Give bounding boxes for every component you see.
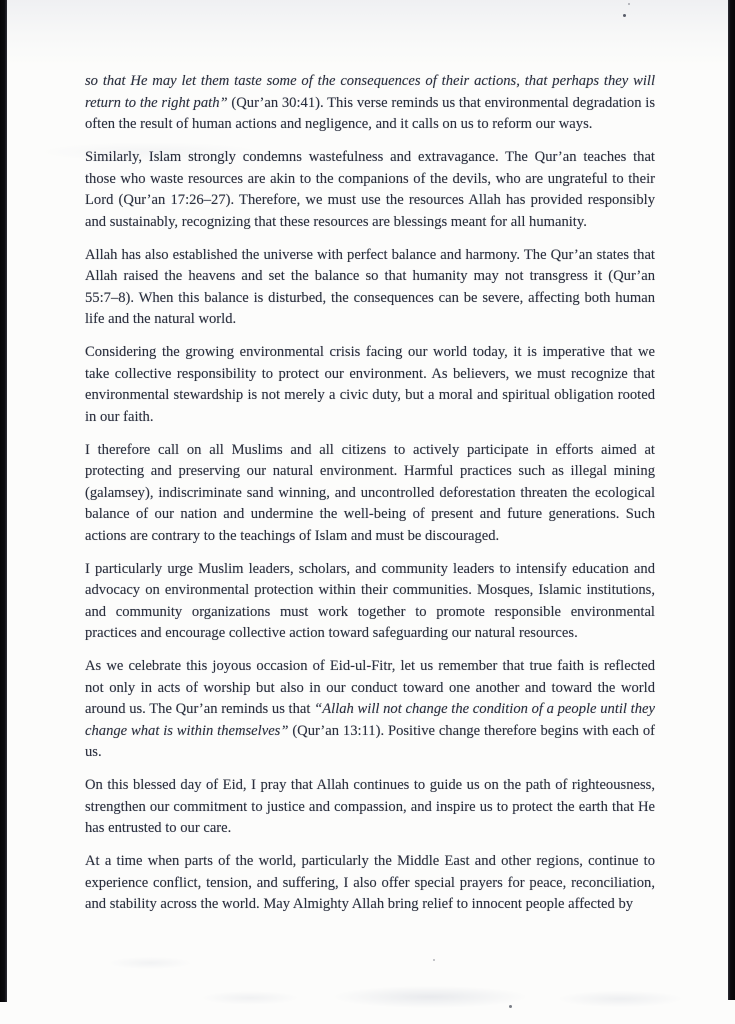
body-text: (Qur’an 30:41). This verse reminds us that environmental degradation is often the result of human actions and negligence, and it calls on us to reform our ways.	[85, 94, 656, 132]
scan-speck	[433, 959, 435, 961]
body-text: On this blessed day of Eid, I pray that Allah continues to guide us on the path of righteousness, strengthen our commitment to justice and compassion, and inspire us to protect the earth that He has entrusted to our care.	[85, 777, 655, 836]
scan-speck	[628, 3, 630, 5]
paragraph	[85, 71, 655, 136]
scanner-edge-right	[728, 0, 735, 1000]
body-text: Considering the growing environmental crisis facing our world today, it is imperative that we take collective responsibility to protect our environment. As believers, we must recognize that environmental stewardship is not merely a civic duty, but a moral and spiritual obligation rooted in our faith.	[85, 344, 655, 425]
body-text: Similarly, Islam strongly condemns wastefulness and extravagance. The Qur’an teaches that those who waste resources are akin to the companions of the devils, who are ungrateful to their Lord (Qur’an 17:26–27). Therefore, we must use the resources Allah has provided responsibly and sustainably, recognizing that these resources are blessings meant for all humanity.	[85, 149, 655, 230]
body-text: I therefore call on all Muslims and all citizens to actively participate in efforts aimed at protecting and preserving our natural environment. Harmful practices such as illegal mining (galamsey), indiscriminate sand winning, and uncontrolled deforestation threaten the ecological balance of our nation and undermine the well-being of present and future generations. Such actions are contrary to the teachings of Islam and must be discouraged.	[85, 441, 655, 544]
paragraph	[85, 342, 655, 428]
paragraph	[85, 851, 655, 916]
paragraph	[85, 147, 655, 233]
scan-speck	[623, 14, 626, 17]
quoted-verse-text: “Allah will not change the condition of a people until they change what is within themselves”	[85, 701, 655, 739]
body-text: As we celebrate this joyous occasion of Eid-ul-Fitr, let us remember that true faith is reflected not only in acts of worship but also in our conduct toward one another and toward the world around us. The Qur’an reminds us that	[85, 658, 655, 717]
scan-speck	[509, 1005, 512, 1008]
body-text: I particularly urge Muslim leaders, scholars, and community leaders to intensify education and advocacy on environmental protection within their communities. Mosques, Islamic institutions, and community organizations must work together to promote responsible environmental practices and encourage collective action toward safeguarding our natural resources.	[85, 560, 655, 641]
scanner-edge-left	[0, 0, 7, 1002]
paragraph	[85, 775, 655, 840]
paragraph	[85, 656, 655, 764]
quoted-verse-text: so that He may let them taste some of the consequences of their actions, that perhaps they will return to the right path”	[85, 73, 655, 111]
paragraph	[85, 559, 655, 645]
document-page-text	[85, 71, 655, 927]
paragraph	[85, 440, 655, 548]
body-text: Allah has also established the universe with perfect balance and harmony. The Qur’an states that Allah raised the heavens and set the balance so that humanity may not transgress it (Qur’an 55:7–8). When this balance is disturbed, the consequences can be severe, affecting both human life and the natural world.	[85, 246, 655, 327]
body-text: (Qur’an 13:11). Positive change therefore begins with each of us.	[85, 722, 655, 760]
paragraph	[85, 245, 655, 331]
body-text: At a time when parts of the world, particularly the Middle East and other regions, continue to experience conflict, tension, and suffering, I also offer special prayers for peace, reconciliation, and stability across the world. May Almighty Allah bring relief to innocent people affected by	[85, 853, 655, 912]
